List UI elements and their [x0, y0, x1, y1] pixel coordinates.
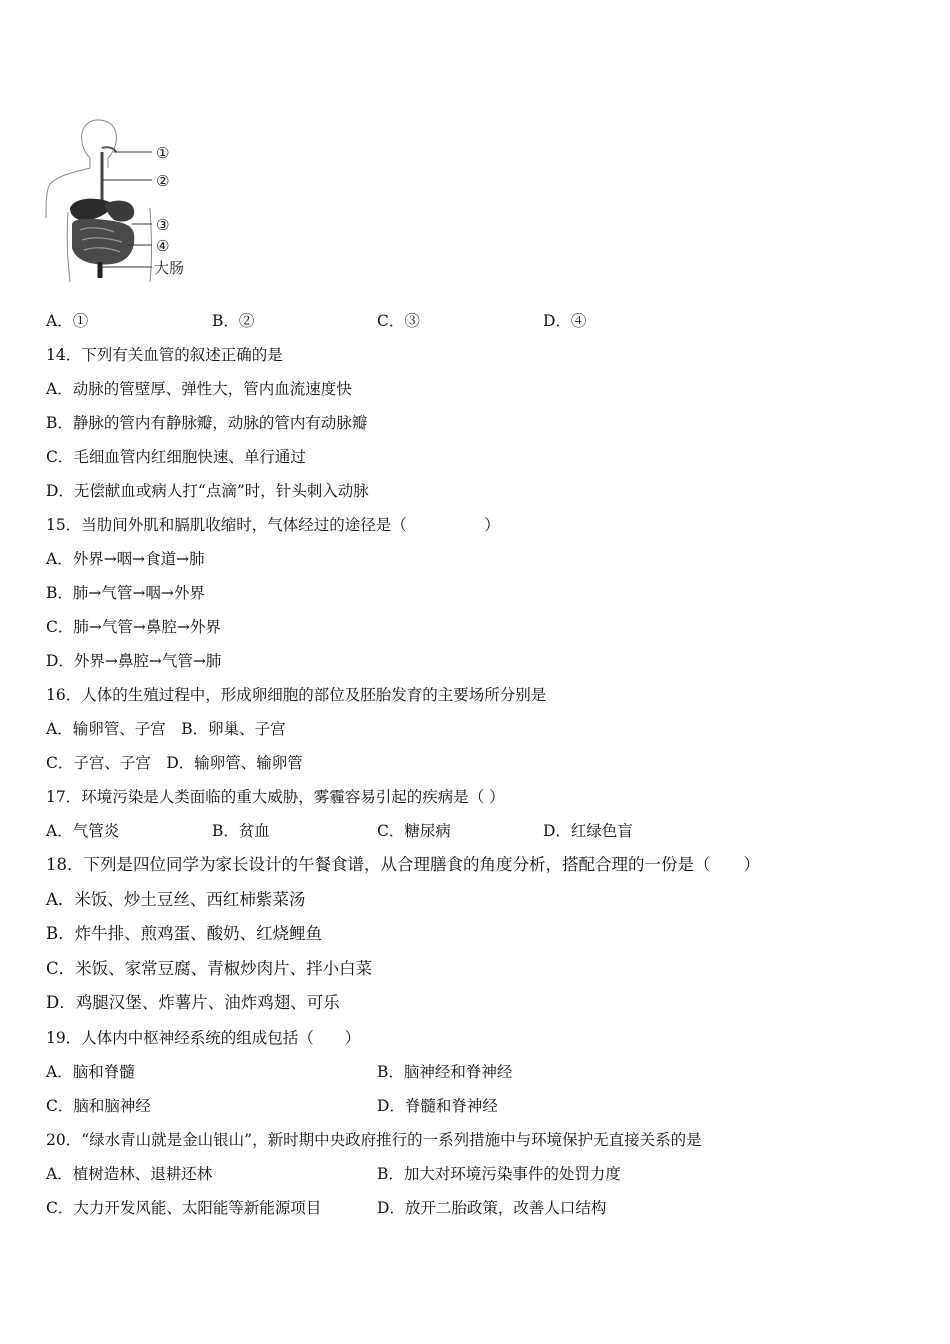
q13-option-b: B．② [212, 312, 255, 330]
q19-option-c: C．脑和脑神经 [46, 1097, 151, 1115]
q13-option-c: C．③ [377, 312, 420, 330]
q18-option-c: C．米饭、家常豆腐、青椒炒肉片、拌小白菜 [46, 959, 373, 978]
q20-option-d: D．放开二胎政策，改善人口结构 [377, 1199, 607, 1217]
figure-label-3: ③ [156, 216, 170, 234]
digestive-system-figure [40, 112, 200, 287]
q14-option-d: D．无偿献血或病人打“点滴”时，针头刺入动脉 [46, 482, 369, 500]
figure-label-1: ① [156, 144, 170, 162]
q15-option-c: C．肺→气管→鼻腔→外界 [46, 618, 221, 636]
q20-stem: 20．“绿水青山就是金山银山”，新时期中央政府推行的一系列措施中与环境保护无直接关系的是 [46, 1131, 702, 1149]
q18-option-a: A．米饭、炒土豆丝、西红柿紫菜汤 [46, 890, 306, 909]
q16-options-line-2: C．子宫、子宫 D．输卵管、输卵管 [46, 754, 303, 772]
q18-option-d: D．鸡腿汉堡、炸薯片、油炸鸡翅、可乐 [46, 993, 340, 1012]
figure-label-large-intestine: 大肠 [154, 259, 185, 277]
q17-stem: 17．环境污染是人类面临的重大威胁，雾霾容易引起的疾病是（ ） [46, 788, 505, 806]
q16-stem: 16．人体的生殖过程中，形成卵细胞的部位及胚胎发育的主要场所分别是 [46, 686, 547, 704]
figure-label-2: ② [156, 172, 170, 190]
q19-option-a: A．脑和脊髓 [46, 1063, 135, 1081]
q19-option-d: D．脊髓和脊神经 [377, 1097, 498, 1115]
q15-option-b: B．肺→气管→咽→外界 [46, 584, 205, 602]
q15-stem: 15．当肋间外肌和膈肌收缩时，气体经过的途径是（ ） [46, 516, 500, 534]
q17-option-a: A．气管炎 [46, 822, 120, 840]
q15-option-a: A．外界→咽→食道→肺 [46, 550, 205, 568]
q17-option-c: C．糖尿病 [377, 822, 451, 840]
q18-stem: 18．下列是四位同学为家长设计的午餐食谱，从合理膳食的角度分析，搭配合理的一份是（ ） [46, 855, 760, 874]
digestive-system-diagram [40, 112, 200, 287]
q14-stem: 14．下列有关血管的叙述正确的是 [46, 346, 283, 364]
q14-option-c: C．毛细血管内红细胞快速、单行通过 [46, 448, 306, 466]
q20-option-b: B．加大对环境污染事件的处罚力度 [377, 1165, 621, 1183]
q19-stem: 19．人体内中枢神经系统的组成包括（ ） [46, 1029, 361, 1047]
q14-option-a: A．动脉的管壁厚、弹性大，管内血流速度快 [46, 380, 352, 398]
q15-option-d: D．外界→鼻腔→气管→肺 [46, 652, 222, 670]
q13-option-d: D．④ [543, 312, 587, 330]
q17-option-d: D．红绿色盲 [543, 822, 633, 840]
q14-option-b: B．静脉的管内有静脉瓣，动脉的管内有动脉瓣 [46, 414, 368, 432]
figure-label-4: ④ [156, 237, 170, 255]
q18-option-b: B．炸牛排、煎鸡蛋、酸奶、红烧鲤鱼 [46, 924, 323, 943]
q17-option-b: B．贫血 [212, 822, 270, 840]
q20-option-a: A．植树造林、退耕还林 [46, 1165, 213, 1183]
q16-options-line-1: A．输卵管、子宫 B．卵巢、子宫 [46, 720, 286, 738]
q20-option-c: C．大力开发风能、太阳能等新能源项目 [46, 1199, 322, 1217]
q19-option-b: B．脑神经和脊神经 [377, 1063, 513, 1081]
q13-option-a: A．① [46, 312, 89, 330]
